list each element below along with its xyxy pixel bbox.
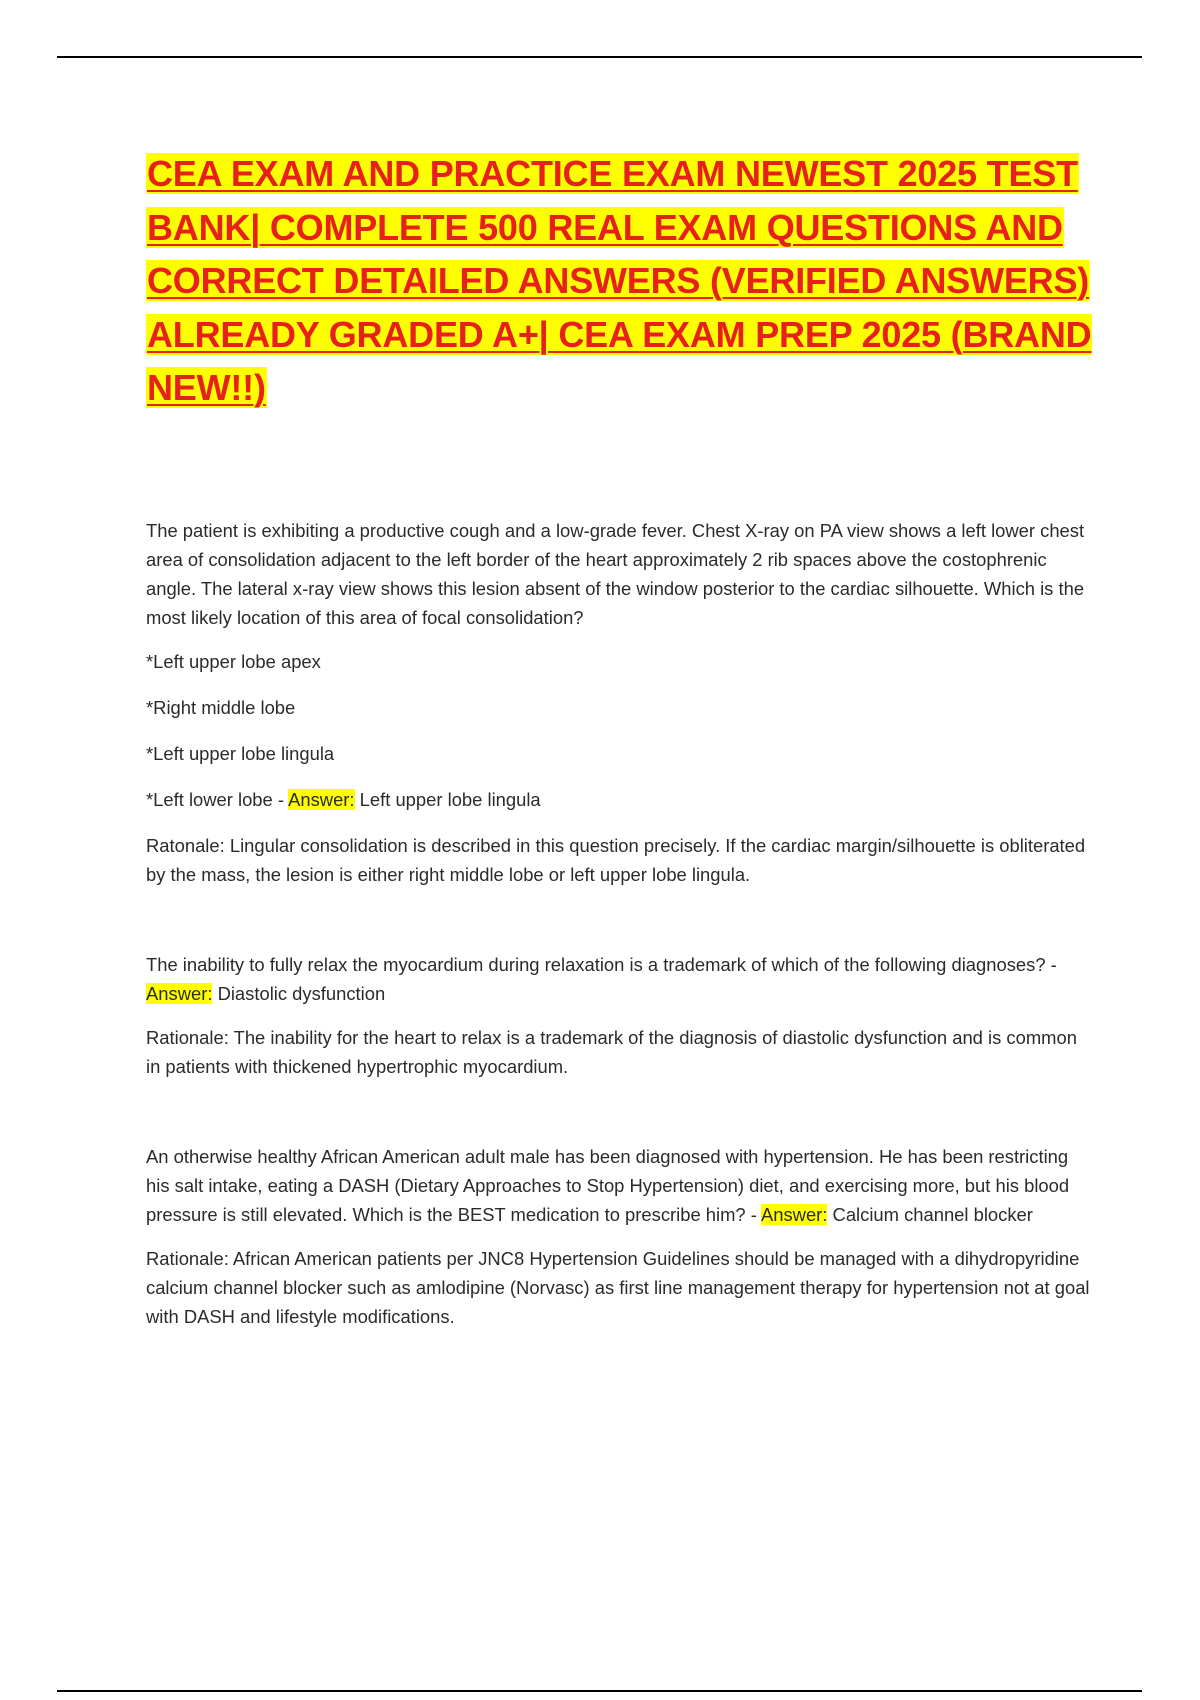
question-stem-with-answer <box>146 950 1091 1008</box>
answer-label: Answer: <box>288 789 355 810</box>
answer-option: *Left upper lobe apex <box>146 651 321 672</box>
question-item <box>146 1142 1091 1331</box>
answer-label: Answer: <box>760 1204 828 1225</box>
answer-option: *Right middle lobe <box>146 697 296 718</box>
top-rule <box>57 56 1142 58</box>
document-title-text: CEA EXAM AND PRACTICE EXAM NEWEST 2025 TEST BANK| COMPLETE 500 REAL EXAM QUESTIONS AND CORRECT DETAILED ANSWERS (VERIFIED ANSWERS) ALREADY GRADED A+| CEA EXAM PREP 2025 (BRAND NEW!!) <box>147 153 1092 408</box>
answer-option-with-answer <box>146 785 1091 814</box>
rationale-text: Ratonale: Lingular consolidation is described in this question precisely. If the cardiac margin/silhouette is obliterated by the mass, the lesion is either right middle lobe or left upper lobe lingula. <box>146 835 1086 885</box>
rationale-text: Rationale: The inability for the heart to relax is a trademark of the diagnosis of diastolic dysfunction and is common in patients with thickened hypertrophic myocardium. <box>146 1027 1077 1077</box>
answer-text: Calcium channel blocker <box>832 1204 1033 1225</box>
spacer <box>146 1096 1091 1142</box>
rationale-text: Rationale: African American patients per JNC8 Hypertension Guidelines should be managed with a dihydropyridine calcium channel blocker such as amlodipine (Norvasc) as first line management therapy for hypertension not at goal with DASH and lifestyle modifications. <box>146 1248 1090 1327</box>
bottom-rule <box>57 1690 1142 1692</box>
answer-text: Diastolic dysfunction <box>217 983 386 1004</box>
question-stem: An otherwise healthy African American adult male has been diagnosed with hypertension. He has been restricting his salt intake, eating a DASH (Dietary Approaches to Stop Hypertension) diet, and exercising more, but his blood pressure is still elevated. Which is the BEST medication to prescribe him? - <box>146 1146 1070 1225</box>
answer-option: *Left upper lobe lingula <box>146 743 335 764</box>
question-list <box>146 516 1091 1346</box>
spacer <box>146 904 1091 950</box>
answer-label: Answer: <box>146 983 213 1004</box>
answer-option: *Left lower lobe - <box>146 789 289 810</box>
document-title <box>146 147 1106 415</box>
question-stem: The patient is exhibiting a productive cough and a low-grade fever. Chest X-ray on PA view shows a left lower chest area of consolidation adjacent to the left border of the heart approximately 2 rib spaces above the costophrenic angle. The lateral x-ray view shows this lesion absent of the window posterior to the cardiac silhouette. Which is the most likely location of this area of focal consolidation? <box>146 520 1085 628</box>
question-item <box>146 516 1091 889</box>
question-item <box>146 950 1091 1081</box>
question-stem-with-answer <box>146 1142 1091 1229</box>
answer-text: Left upper lobe lingula <box>359 789 541 810</box>
question-stem: The inability to fully relax the myocardium during relaxation is a trademark of which of the following diagnoses? - <box>146 954 1057 975</box>
